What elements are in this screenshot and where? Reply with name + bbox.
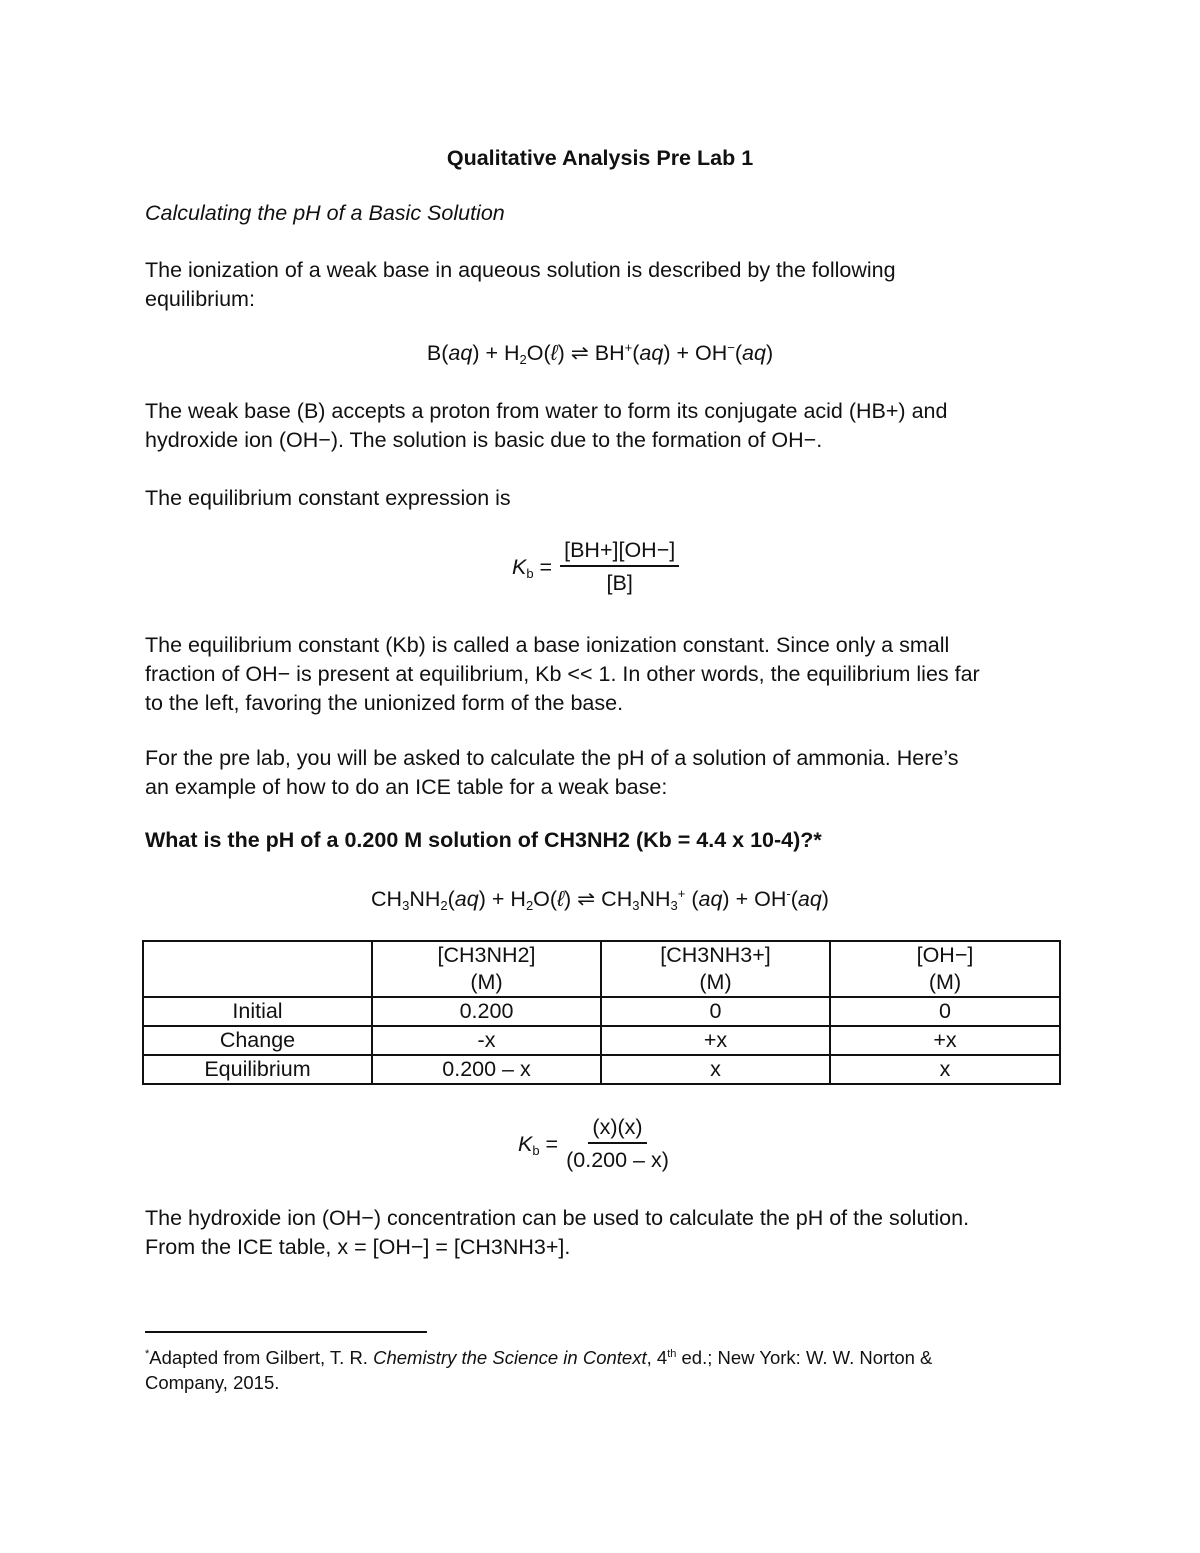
eq2-plus-2: +	[729, 887, 755, 911]
intro-line-2: equilibrium:	[145, 287, 255, 311]
eq2-ch-1: CH	[371, 887, 403, 911]
para5-line-1: For the pre lab, you will be asked to calculate the pH of a solution of ammonia. Here’s	[145, 746, 959, 770]
ice-header-unit: (M)	[470, 970, 503, 994]
eq1-minus-sup: −	[727, 340, 735, 355]
eq1-bh: BH	[594, 341, 625, 365]
ice-header-unit: (M)	[699, 970, 732, 994]
ice-row-label: Equilibrium	[143, 1055, 372, 1084]
section-subtitle: Calculating the pH of a Basic Solution	[145, 201, 505, 225]
eq2-sub-3c: 3	[670, 898, 678, 913]
footnote-text-1: Adapted from Gilbert, T. R.	[149, 1347, 374, 1368]
footnote-text-2: , 4	[646, 1347, 668, 1368]
para5-line-2: an example of how to do an ICE table for a weak base:	[145, 775, 668, 799]
pre-lab-paragraph	[145, 744, 1065, 802]
ice-header-ch3nh3	[601, 941, 830, 997]
para6-line-2: From the ICE table, x = [OH−] = [CH3NH3+].	[145, 1235, 571, 1259]
ice-header-oh	[830, 941, 1060, 997]
eq1-plus-1: +	[479, 341, 504, 365]
eq1-aq-2: aq	[639, 341, 664, 365]
ice-header-species: [CH3NH3+]	[660, 943, 771, 967]
kb-equals: =	[533, 554, 553, 579]
ice-cell: 0.200	[372, 997, 601, 1026]
footnote	[145, 1345, 1045, 1395]
ice-header-ch3nh2	[372, 941, 601, 997]
kb-numerator: [BH+][OH−]	[560, 538, 679, 567]
kb-ice-k: K	[518, 1131, 533, 1156]
ice-header-blank	[143, 941, 372, 997]
eq2-ch-2: CH	[601, 887, 633, 911]
eq2-aq-1: aq	[454, 887, 479, 911]
ice-row-equilibrium	[143, 1055, 1060, 1084]
intro-paragraph	[145, 256, 1065, 314]
para4-line-2: fraction of OH− is present at equilibrium, Kb << 1. In other words, the equilibrium lies far	[145, 662, 980, 686]
ice-header-species: [OH−]	[916, 943, 974, 967]
eq2-arrow: ⇌	[571, 887, 602, 911]
para2-line-2: hydroxide ion (OH−). The solution is basic due to the formation of OH−.	[145, 428, 823, 452]
eq2-sub-3a: 3	[402, 898, 410, 913]
ice-cell: +x	[830, 1026, 1060, 1055]
ice-row-change	[143, 1026, 1060, 1055]
eq2-nh-1: NH	[409, 887, 441, 911]
footnote-line-2: Company, 2015.	[145, 1372, 280, 1393]
eq2-plus-sup: +	[677, 886, 686, 901]
kb-lhs	[512, 555, 552, 580]
kb-denominator: [B]	[606, 571, 633, 595]
footnote-line-1	[145, 1347, 932, 1368]
ice-header-unit: (M)	[928, 970, 962, 994]
kb-ice-fraction	[566, 1115, 669, 1173]
kb-ice-expression	[518, 1115, 669, 1173]
ice-cell: +x	[601, 1026, 830, 1055]
ice-header-species: [CH3NH2]	[437, 943, 536, 967]
example-question: What is the pH of a 0.200 M solution of CH3NH2 (Kb = 4.4 x 10-4)?*	[145, 828, 822, 852]
eq1-h: H	[504, 341, 520, 365]
footnote-mark: *	[145, 1348, 150, 1360]
ice-cell: 0	[601, 997, 830, 1026]
ice-cell: -x	[372, 1026, 601, 1055]
methylamine-equation: $CH_3NH_2(aq)$ + $H_2O(\ell)$ ⇌ $CH_3NH_3^+$ (aq) + OH-(aq)	[371, 886, 829, 913]
eq2-sub-3b: 3	[632, 898, 640, 913]
kb-sub: b	[526, 565, 534, 581]
eq1-plus-2: +	[670, 341, 696, 365]
eq2-liquid: ℓ	[557, 887, 565, 911]
eq1-aq-3: aq	[742, 341, 766, 365]
eq2-o: O	[533, 887, 550, 911]
kb-fraction	[560, 538, 679, 596]
para4-line-3: to the left, favoring the unionized form of the base.	[145, 691, 624, 715]
kb-ice-equals: =	[539, 1131, 559, 1156]
eq2-sub-2a: 2	[440, 898, 448, 913]
eq1-plus-sup: +	[624, 340, 633, 355]
kb-ice-numerator: (x)(x)	[588, 1115, 646, 1144]
page-title: Qualitative Analysis Pre Lab 1	[446, 146, 754, 170]
eq1-b: B	[426, 341, 442, 365]
eq1-liquid: ℓ	[550, 341, 558, 365]
footnote-book-title: Chemistry the Science in Context	[373, 1347, 647, 1368]
footnote-text-3: ed.; New York: W. W. Norton &	[676, 1347, 933, 1368]
ice-row-initial	[143, 997, 1060, 1026]
ice-table	[142, 940, 1061, 1085]
kb-ice-denominator: (0.200 – x)	[566, 1148, 669, 1172]
eq2-nh-2: NH	[639, 887, 671, 911]
kb-expression	[512, 538, 679, 596]
expression-intro: The equilibrium constant expression is	[145, 486, 511, 510]
ice-row-label: Initial	[143, 997, 372, 1026]
para2-line-1: The weak base (B) accepts a proton from water to form its conjugate acid (HB+) and	[145, 399, 948, 423]
eq1-aq-1: aq	[448, 341, 473, 365]
ice-cell: x	[830, 1055, 1060, 1084]
ice-row-label: Change	[143, 1026, 372, 1055]
eq1-arrow: ⇌	[564, 341, 595, 365]
ice-header-row	[143, 941, 1060, 997]
footnote-divider	[145, 1331, 427, 1333]
kb-explanation-paragraph	[145, 631, 1065, 718]
footnote-th: th	[667, 1348, 677, 1360]
eq2-aq-3: aq	[797, 887, 822, 911]
kb-k: K	[512, 554, 527, 579]
ice-cell: x	[601, 1055, 830, 1084]
eq2-sub-2b: 2	[525, 898, 534, 913]
para4-line-1: The equilibrium constant (Kb) is called a base ionization constant. Since only a small	[145, 633, 950, 657]
eq2-h: H	[510, 887, 526, 911]
eq2-minus-sup: -	[786, 886, 791, 901]
intro-line-1: The ionization of a weak base in aqueous solution is described by the following	[145, 258, 896, 282]
hydroxide-paragraph	[145, 1204, 1065, 1262]
ice-cell: 0	[830, 997, 1060, 1026]
conjugate-acid-paragraph	[145, 397, 1065, 455]
ice-cell: 0.200 – x	[372, 1055, 601, 1084]
base-ionization-equation: $B(aq) + H_2O(\ell)$ ⇌ BH+(aq) + OH−(aq)	[426, 340, 774, 367]
kb-ice-sub: b	[532, 1142, 540, 1158]
para6-line-1: The hydroxide ion (OH−) concentration can be used to calculate the pH of the solution.	[145, 1206, 970, 1230]
eq1-sub-2: 2	[519, 352, 527, 367]
eq2-oh: OH	[754, 887, 787, 911]
eq1-o: O	[526, 341, 544, 365]
eq1-oh: OH	[695, 341, 728, 365]
eq2-aq-2: aq	[698, 887, 723, 911]
kb-ice-lhs	[518, 1132, 558, 1157]
eq2-plus-1: +	[485, 887, 511, 911]
